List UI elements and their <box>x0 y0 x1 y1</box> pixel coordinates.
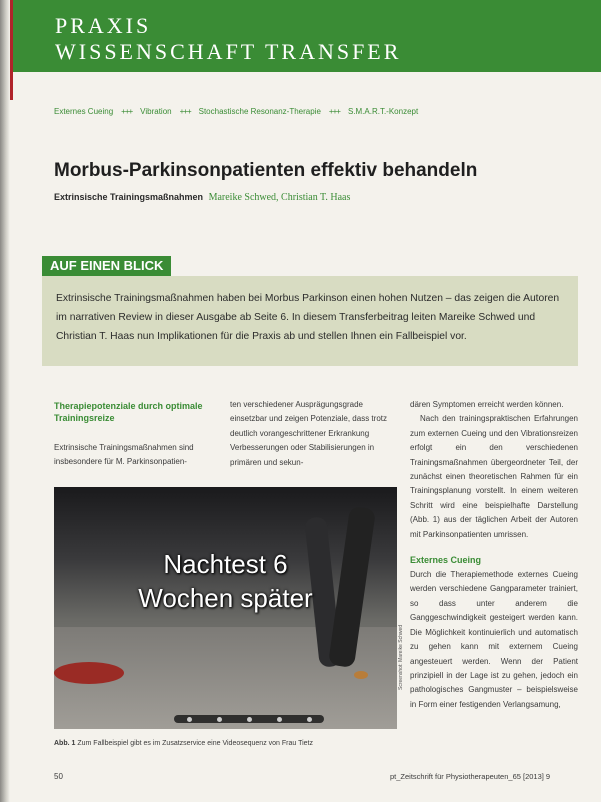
caption-label: Abb. 1 <box>54 740 76 747</box>
video-red-trampoline <box>54 662 124 684</box>
header-line-1: PRAXIS <box>55 13 152 38</box>
rewind-icon[interactable] <box>187 717 192 722</box>
subtitle-label: Extrinsische Trainingsmaßnahmen <box>54 192 204 202</box>
volume-icon[interactable] <box>307 717 312 722</box>
glance-text: Extrinsische Trainingsmaßnahmen haben bei Morbus Parkinson einen hohen Nutzen – das zeigen die Autoren im narrativen Review in dieser Ausgabe ab Seite 6. In diesem Transferbeitrag leiten Mareike Schwed und Christian T. Haas nun Implikationen für die Praxis ab und stellen Ihnen ein Fallbeispiel vor. <box>56 293 560 342</box>
keyword-4: S.M.A.R.T.-Konzept <box>347 107 419 116</box>
keyword-1: Externes Cueing <box>54 107 114 116</box>
video-still-figure[interactable] <box>54 487 397 729</box>
column-1-text: Extrinsische Trainingsmaßnahmen sind insbesondere für M. Parkinsonpatien- <box>54 443 194 467</box>
column-3 <box>410 398 578 712</box>
glance-heading: AUF EINEN BLICK <box>42 256 171 276</box>
keyword-separator: +++ <box>121 107 133 116</box>
section-heading-therapiepotenziale: Therapiepotenziale durch optimale Trainingsreize <box>54 401 203 423</box>
photo-credit: Screenshot: Mareike Schwed <box>398 624 404 690</box>
video-overlay-line-2: Wochen später <box>138 583 313 613</box>
video-player-controls[interactable] <box>174 715 324 723</box>
keyword-separator: +++ <box>328 107 340 116</box>
article-subtitle <box>54 192 350 203</box>
column-3-paragraph-1: dären Symptomen erreicht werden können. <box>410 400 564 409</box>
header-line-2: WISSENSCHAFT TRANSFER <box>55 39 402 64</box>
article-authors: Mareike Schwed, Christian T. Haas <box>208 192 351 203</box>
keyword-separator: +++ <box>179 107 191 116</box>
journal-footer: pt_Zeitschrift für Physiotherapeuten_65 [2013] 9 <box>390 772 551 781</box>
page-binding-shadow <box>0 0 10 802</box>
play-icon[interactable] <box>217 717 222 722</box>
video-overlay-line-1: Nachtest 6 <box>163 549 288 579</box>
keyword-2: Vibration <box>140 107 172 116</box>
keyword-3: Stochastische Resonanz-Therapie <box>198 107 321 116</box>
column-2-text: ten verschiedener Ausprägungsgrade einsetzbar und zeigen Potenziale, dass trotz deutlich vorangeschrittener Erkrankung Verbesserungen oder Stabilisierungen in primären und sekun- <box>230 400 387 467</box>
section-heading-externes-cueing: Externes Cueing <box>410 555 482 566</box>
topic-keywords <box>54 107 418 116</box>
forward-icon[interactable] <box>277 717 282 722</box>
column-3-paragraph-2: Nach den trainingspraktischen Erfahrungen zum externen Cueing und den Vibrationsreizen erfolgt ein den verschiedenen Trainingsmaßnahmen übergeordneter Teil, der zunächst einen theoretischen Rahmen für ein Trainingsplanung vorstellt. In einem weiteren Schritt wird eine beispielhafte Darstellung (Abb. 1) aus der täglichen Arbeit der Autoren mit Parkinsonpatienten umrissen. <box>410 414 578 539</box>
glance-summary-box <box>42 276 578 366</box>
page-number: 50 <box>54 772 63 781</box>
figure-caption <box>54 740 313 747</box>
pause-icon[interactable] <box>247 717 252 722</box>
column-3-paragraph-3: Durch die Therapiemethode externes Cueing werden verschiedene Gangparameter trainiert, so dass unter anderem die Ganggeschwindigkeit gesteigert werden kann. Die Möglichkeit kontinuierlich und automatisch zu gehen kann mit externem Cueing angesteuert werden. Wenn der Patient prinzipiell in der Lage ist zu gehen, jedoch ein pathologisches Gangmuster – beispielsweise in Form einer festigenden Verlangsamung, <box>410 570 578 709</box>
article-title: Morbus-Parkinsonpatienten effektiv behandeln <box>54 160 478 181</box>
video-ball <box>354 671 368 679</box>
caption-text: Zum Fallbeispiel gibt es im Zusatzservice eine Videosequenz von Frau Tietz <box>77 740 313 747</box>
